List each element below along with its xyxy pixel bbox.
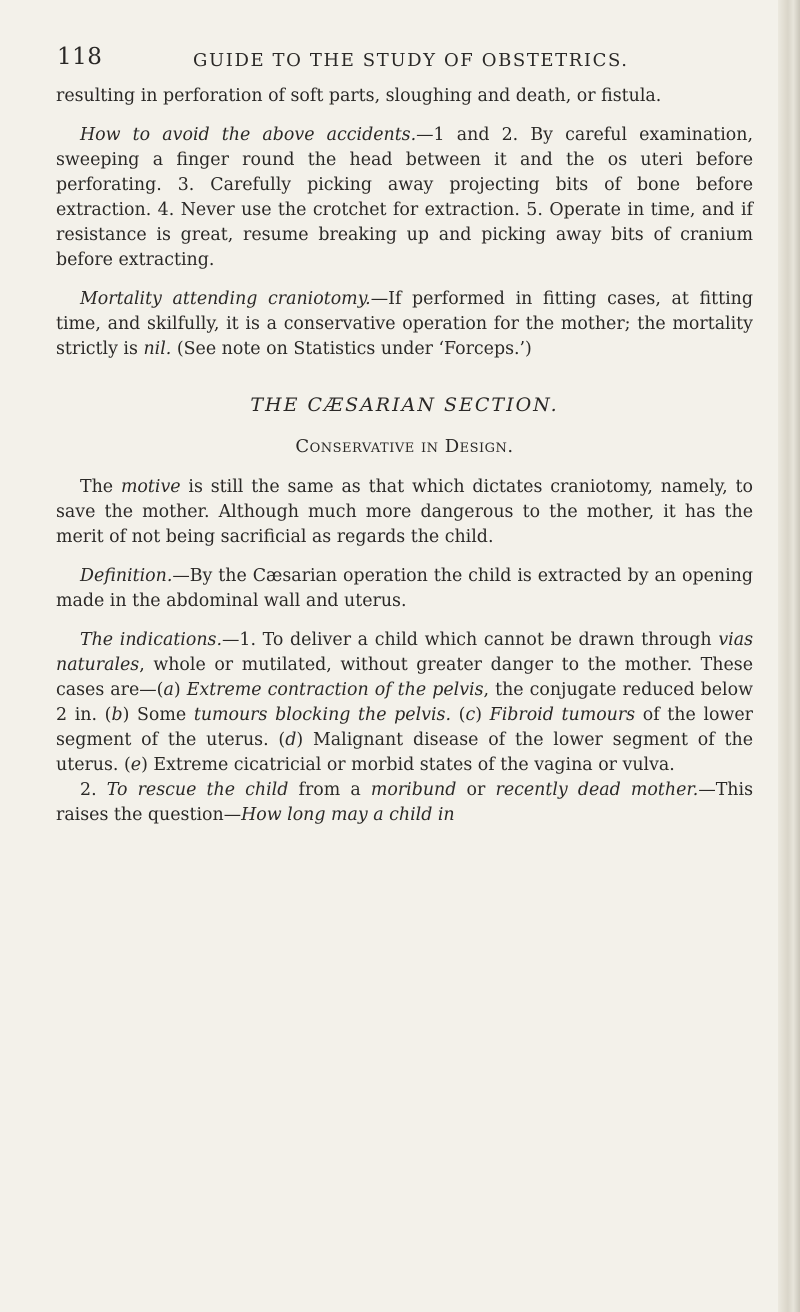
paragraph-mortality: Mortality attending craniotomy.—If performed in fitting cases, at fitting time, and skilfully, it is a conservative operation for the mother; the mortality strictly is nil. (See note on Statistics under ‘Forceps.’) — [56, 289, 754, 359]
section-subtitle: Conservative in Design. — [295, 436, 514, 457]
paragraph-indications: The indications.—1. To deliver a child which cannot be drawn through vias naturales, whole or mutilated, without greater danger to the mother. These cases are—(a) Extreme contraction of the pelvis, the conjugate reduced below 2 in. (b) Some tumours blocking the pelvis. (c) Fibroid tumours of the lower segment of the uterus. (d) Malignant disease of the lower segment of the uterus. (e) Extreme cicatricial or morbid states of the vagina or vulva. — [56, 630, 753, 775]
page-header — [57, 44, 757, 84]
paragraph-avoid-accidents: How to avoid the above accidents.—1 and 2. By careful examination, sweeping a finger round the head between it and the os uteri before perforating. 3. Carefully picking away projecting bits of bone before extraction. 4. Never use the crotchet for extraction. 5. Operate in time, and if resistance is great, resume breaking up and picking away bits of cranium before extracting. — [56, 125, 753, 270]
page-edge-shadow — [778, 0, 800, 1312]
paragraph-continuation: resulting in perforation of soft parts, sloughing and death, or fistula. — [56, 86, 662, 106]
paragraph-heading: Mortality attending craniotomy. — [80, 289, 371, 309]
paragraph-rescue-child: 2. To rescue the child from a moribund or recently dead mother.—This raises the question—How long may a child in — [56, 780, 753, 825]
paragraph-heading: The indications. — [80, 630, 222, 650]
body-text — [56, 84, 753, 828]
paragraph-definition: Definition.—By the Cæsarian operation the child is extracted by an opening made in the abdominal wall and uterus. — [56, 566, 753, 611]
section-title: THE CÆSARIAN SECTION. — [250, 394, 559, 416]
paragraph-heading: How to avoid the above accidents. — [80, 125, 417, 145]
paragraph-motive: The motive is still the same as that which dictates craniotomy, namely, to save the mother. Although much more dangerous to the mother, it has the merit of not being sacrificial as regards the child. — [56, 477, 753, 547]
paragraph-heading: To rescue the child — [106, 780, 289, 800]
paragraph-heading: Definition. — [80, 566, 173, 586]
page-number: 118 — [57, 44, 103, 70]
running-title: GUIDE TO THE STUDY OF OBSTETRICS. — [193, 50, 629, 71]
